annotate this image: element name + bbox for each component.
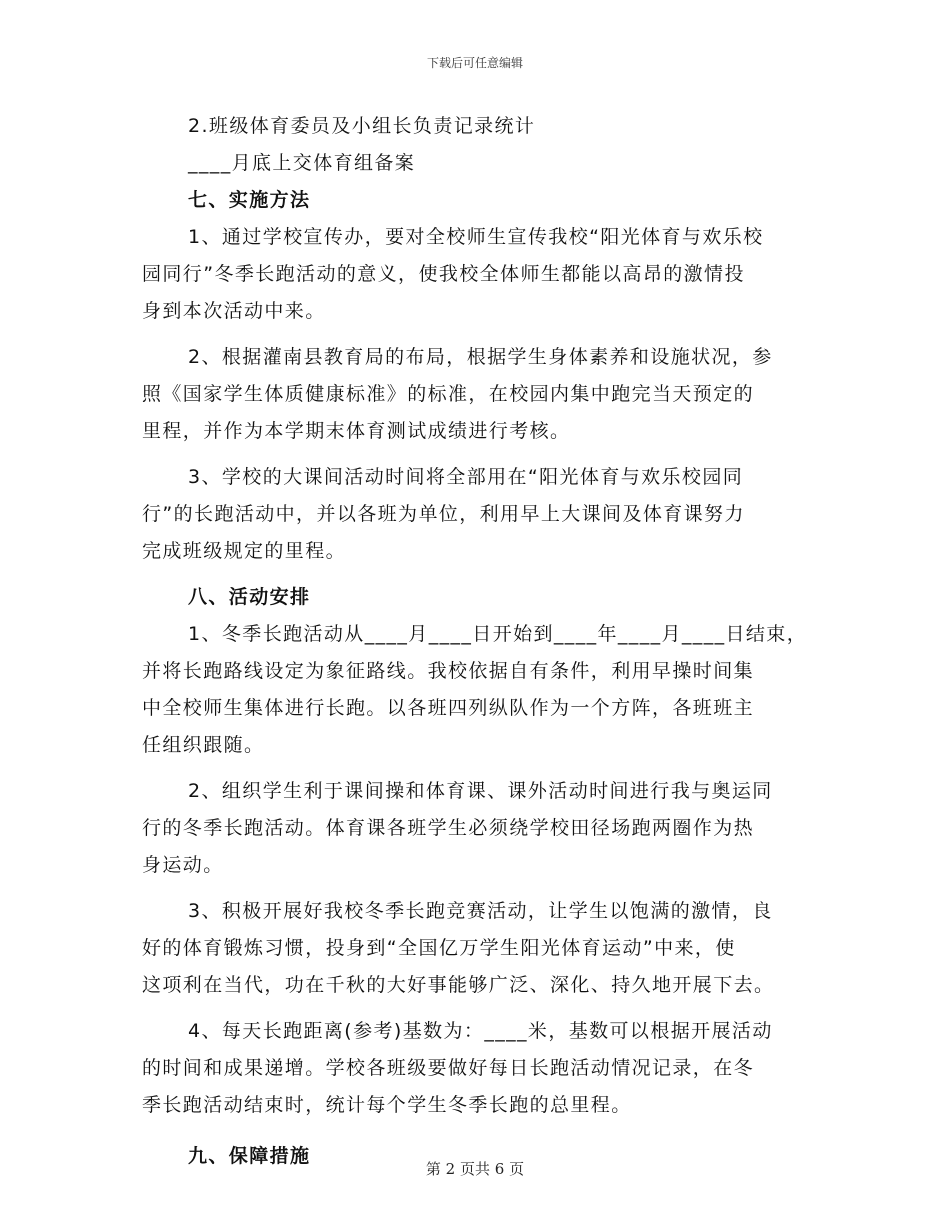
- body-line: 1、通过学校宣传办，要对全校师生宣传我校“阳光体育与欢乐校: [188, 226, 764, 248]
- body-line: 任组织跟随。: [142, 734, 265, 756]
- body-line: 季长跑活动结束时，统计每个学生冬季长跑的总里程。: [142, 1094, 632, 1116]
- body-line: 里程，并作为本学期末体育测试成绩进行考核。: [142, 420, 571, 442]
- body-line: 的时间和成果递增。学校各班级要做好每日长跑活动情况记录，在冬: [142, 1057, 755, 1079]
- body-line: 园同行”冬季长跑活动的意义，使我校全体师生都能以高昂的激情投: [142, 263, 745, 285]
- body-line: 行”的长跑活动中，并以各班为单位，利用早上大课间及体育课努力: [142, 503, 745, 525]
- body-line: 行的冬季长跑活动。体育课各班学生必须绕学校田径场跑两圈作为热: [142, 817, 755, 839]
- document-body: [142, 108, 822, 1175]
- page-header: 下载后可任意编辑: [426, 56, 523, 70]
- body-line: 2.班级体育委员及小组长负责记录统计: [188, 115, 536, 137]
- body-line: ____月底上交体育组备案: [188, 152, 416, 174]
- body-line: 3、学校的大课间活动时间将全部用在“阳光体育与欢乐校园同: [188, 466, 744, 488]
- body-line: 1、冬季长跑活动从____月____日开始到____年____月____日结束，: [188, 623, 808, 645]
- body-line: 2、组织学生利于课间操和体育课、课外活动时间进行我与奥运同: [188, 780, 773, 802]
- body-line: 照《国家学生体质健康标准》的标准，在校园内集中跑完当天预定的: [142, 383, 755, 405]
- section-heading-7: 七、实施方法: [188, 189, 311, 211]
- section-heading-8: 八、活动安排: [188, 586, 311, 608]
- body-line: 这项利在当代，功在千秋的大好事能够广泛、深化、持久地开展下去。: [142, 974, 775, 996]
- section-heading-9: 九、保障措施: [188, 1145, 311, 1167]
- body-line: 3、积极开展好我校冬季长跑竞赛活动，让学生以饱满的激情，良: [188, 900, 773, 922]
- body-line: 身运动。: [142, 854, 224, 876]
- body-line: 并将长跑路线设定为象征路线。我校依据自有条件，利用早操时间集: [142, 660, 755, 682]
- body-line: 2、根据灌南县教育局的布局，根据学生身体素养和设施状况，参: [188, 346, 773, 368]
- body-line: 4、每天长跑距离(参考)基数为：____米，基数可以根据开展活动: [188, 1020, 773, 1042]
- page-footer: 第 2 页共 6 页: [425, 1160, 525, 1178]
- body-line: 中全校师生集体进行长跑。以各班四列纵队作为一个方阵，各班班主: [142, 697, 755, 719]
- body-line: 身到本次活动中来。: [142, 300, 326, 322]
- body-line: 完成班级规定的里程。: [142, 540, 347, 562]
- body-line: 好的体育锻炼习惯，投身到“全国亿万学生阳光体育运动”中来，使: [142, 937, 736, 959]
